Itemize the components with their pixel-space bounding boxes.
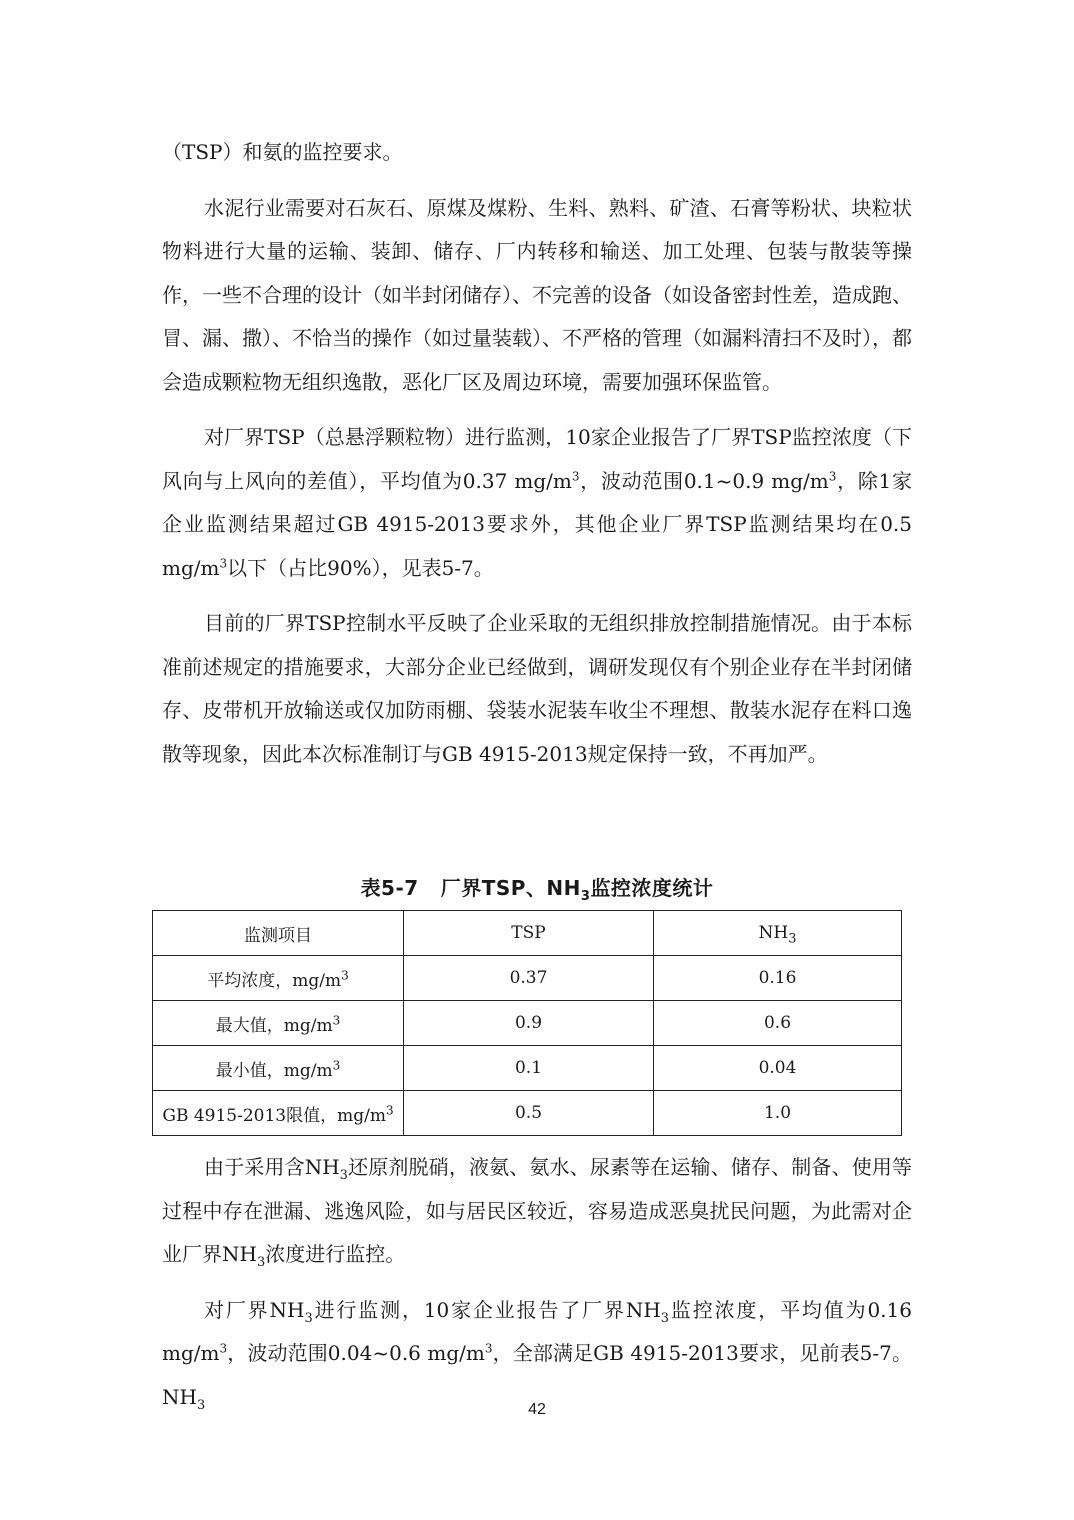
paragraph: 水泥行业需要对石灰石、原煤及煤粉、生料、熟料、矿渣、石膏等粉状、块粒状物料进行大量的运输、装卸、储存、厂内转移和输送、加工处理、包装与散装等操作，一些不合理的设计（如半封闭储存）、不完善的设备（如设备密封性差，造成跑、冒、漏、撒）、不恰当的操作（如过量装载）、不严格的管理（如漏料清扫不及时），都会造成颗粒物无组织逸散，恶化厂区及周边环境，需要加强环保监管。 <box>162 195 912 394</box>
table-row <box>153 1046 902 1091</box>
table-cell: 0.37 <box>404 956 654 1001</box>
table-header-cell: 监测项目 <box>153 911 404 956</box>
page-number: 42 <box>528 1401 546 1418</box>
paragraph: 由于采用含$NH_3$还原剂脱硝，液氨、氨水、尿素等在运输、储存、制备、使用等过程中存在泄漏、逃逸风险，如与居民区较近，容易造成恶臭扰民问题，为此需对企业厂界$NH_3$浓度进行监控。 <box>162 1155 912 1270</box>
concentration-table <box>152 910 902 1136</box>
table-row <box>153 1091 902 1136</box>
paragraph: 对厂界TSP（总悬浮颗粒物）进行监测，10家企业报告了厂界TSP监控浓度（下风向与上风向的差值），平均值为0.37 $mg/m^3$，波动范围0.1~0.9 $mg/m^3$，除1家企业监测结果超过GB 4915-2013要求外，其他企业厂界TSP监测结果均在0.5 $mg/m^3$以下（占比90%），见表5-7。 <box>162 425 912 580</box>
table-caption: 表5-7 厂界TSP、$NH_3$监控浓度统计 <box>360 876 714 904</box>
table-cell: GB 4915-2013限值，$mg/m^3$ <box>153 1091 404 1136</box>
table-row <box>153 1001 902 1046</box>
table-cell: 0.1 <box>404 1046 654 1091</box>
table-cell: 0.16 <box>654 956 902 1001</box>
table-cell: 0.9 <box>404 1001 654 1046</box>
body-text-bottom <box>162 1146 912 1419</box>
body-text-top <box>162 131 912 776</box>
table-cell: 0.04 <box>654 1046 902 1091</box>
table-header-row <box>153 911 902 956</box>
table-cell: 0.5 <box>404 1091 654 1136</box>
paragraph: 目前的厂界TSP控制水平反映了企业采取的无组织排放控制措施情况。由于本标准前述规定的措施要求，大部分企业已经做到，调研发现仅有个别企业存在半封闭储存、皮带机开放输送或仅加防雨棚、袋装水泥装车收尘不理想、散装水泥存在料口逸散等现象，因此本次标准制订与GB 4915-2013规定保持一致，不再加严。 <box>162 611 912 766</box>
table-cell: 1.0 <box>654 1091 902 1136</box>
table-cell: 0.6 <box>654 1001 902 1046</box>
table-cell: 最大值，$mg/m^3$ <box>153 1001 404 1046</box>
table-cell: 平均浓度，$mg/m^3$ <box>153 956 404 1001</box>
table-header-cell: $NH_3$ <box>654 911 902 956</box>
paragraph: （TSP）和氨的监控要求。 <box>162 140 403 164</box>
table-header-cell: TSP <box>404 911 654 956</box>
table-row <box>153 956 902 1001</box>
paragraph: 对厂界$NH_3$进行监测，10家企业报告了厂界$NH_3$监控浓度，平均值为0.16 $mg/m^3$，波动范围0.04~0.6 $mg/m^3$，全部满足GB 4915-2013要求，见前表5-7。$NH_3$ <box>162 1297 912 1413</box>
table-cell: 最小值，$mg/m^3$ <box>153 1046 404 1091</box>
